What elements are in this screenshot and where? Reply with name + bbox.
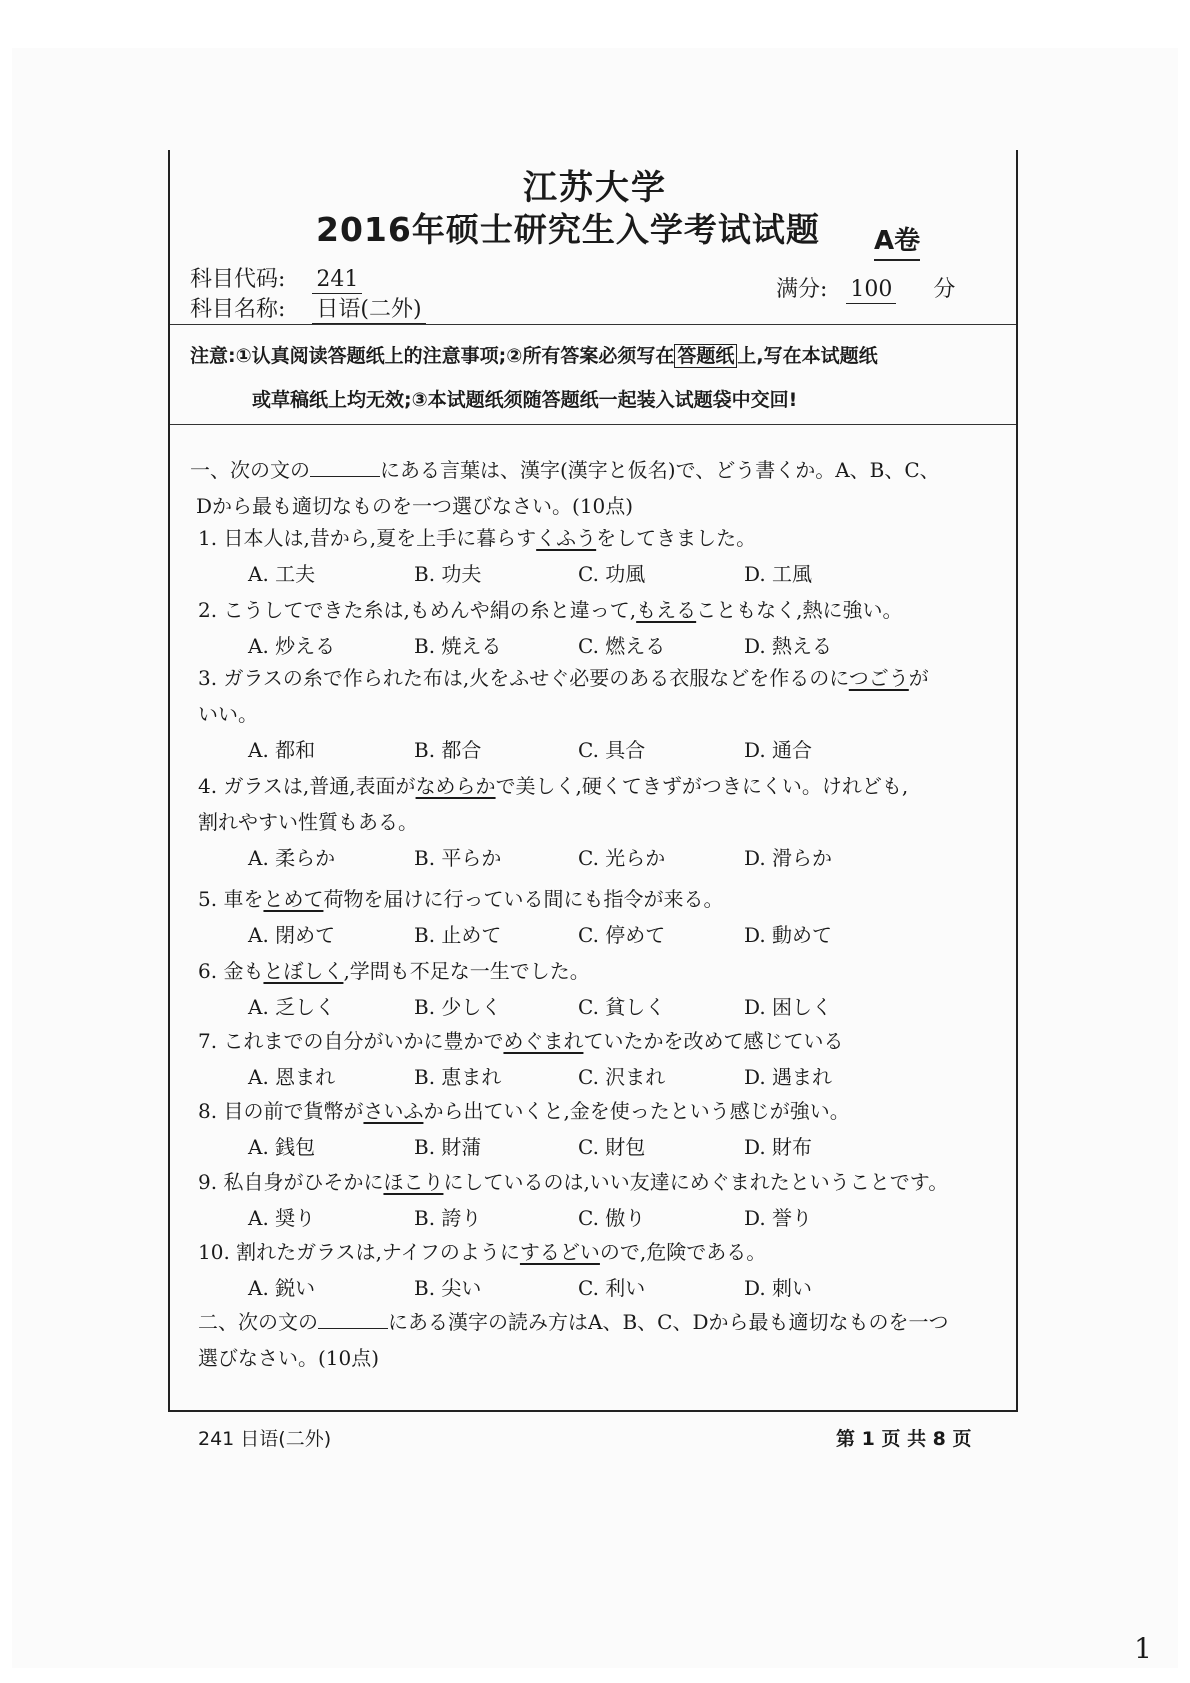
underlined-word: くふう: [536, 526, 597, 550]
blank-line: [310, 462, 380, 477]
option-a: A. 恩まれ: [248, 1065, 336, 1089]
option-a: A. 鋭い: [248, 1276, 316, 1300]
option-a: A. 都和: [248, 738, 316, 762]
question-text: にしているのは,いい友達にめぐまれたということです。: [443, 1170, 949, 1194]
option-c: C. 功風: [578, 562, 646, 586]
subject-code-label: 科目代码:: [190, 267, 286, 292]
underlined-word: とめて: [263, 887, 324, 911]
page-number: 1: [1134, 1632, 1152, 1665]
notice-text-b: 上,写在本试题纸: [737, 345, 878, 367]
question-text: が: [908, 666, 929, 690]
section2-heading-a: 二、次の文の: [198, 1310, 318, 1334]
option-d: D. 刺い: [744, 1276, 813, 1300]
section2-heading-line2: 選びなさい。(10点): [198, 1346, 380, 1370]
option-a: A. 工夫: [248, 562, 316, 586]
option-d: D. 工風: [744, 562, 813, 586]
option-d: D. 滑らか: [744, 846, 833, 870]
question-text: ので,危険である。: [599, 1240, 767, 1264]
subject-name: 日语(二外): [312, 297, 425, 324]
notice-line-1: [190, 341, 878, 368]
section1-heading-line2: Dから最も適切なものを一つ選びなさい。(10点): [196, 494, 634, 518]
option-b: B. 尖い: [414, 1276, 482, 1300]
underlined-word: めぐまれ: [503, 1029, 584, 1053]
question-9: [198, 1166, 948, 1195]
option-c: C. 具合: [578, 738, 646, 762]
subject-name-row: [190, 292, 426, 323]
option-d: D. 熱える: [744, 634, 833, 658]
option-b: B. 恵まれ: [414, 1065, 502, 1089]
notice-text-a: 注意:①认真阅读答题纸上的注意事项;②所有答案必须写在: [190, 345, 675, 367]
section1-heading-b: にある言葉は、漢字(漢字と仮名)で、どう書くか。A、B、C、: [380, 458, 940, 482]
question-continuation: いい。: [198, 702, 258, 726]
question-text: 1. 日本人は,昔から,夏を上手に暮らす: [198, 526, 537, 550]
notice-line-2: 或草稿纸上均无效;③本试题纸须随答题纸一起装入试题袋中交回!: [252, 389, 798, 411]
option-d: D. 困しく: [744, 995, 833, 1019]
section1-heading: [190, 454, 940, 483]
option-c: C. 燃える: [578, 634, 666, 658]
question-7: [198, 1025, 843, 1054]
underlined-word: とぼしく: [263, 959, 344, 983]
underlined-word: するどい: [519, 1240, 600, 1264]
option-b: B. 少しく: [414, 995, 502, 1019]
question-text: 6. 金も: [198, 959, 264, 983]
option-a: A. 炒える: [248, 634, 336, 658]
option-b: B. 都合: [414, 738, 482, 762]
underlined-word: もえる: [636, 598, 697, 622]
question-text: こともなく,熱に強い。: [696, 598, 903, 622]
underlined-word: つごう: [848, 666, 909, 690]
answer-sheet-boxed: 答题纸: [674, 344, 737, 368]
option-d: D. 動めて: [744, 923, 833, 947]
option-c: C. 沢まれ: [578, 1065, 666, 1089]
option-c: C. 光らか: [578, 846, 666, 870]
section1-heading-a: 一、次の文の: [190, 458, 310, 482]
option-b: B. 止めて: [414, 923, 502, 947]
option-b: B. 平らか: [414, 846, 502, 870]
option-c: C. 傲り: [578, 1206, 646, 1230]
option-a: A. 柔らか: [248, 846, 336, 870]
option-b: B. 財蒲: [414, 1135, 482, 1159]
section2-heading-b: にある漢字の読み方はA、B、C、Dから最も適切なものを一つ: [388, 1310, 949, 1334]
underlined-word: なめらか: [415, 774, 496, 798]
question-text: 3. ガラスの糸で作られた布は,火をふせぐ必要のある衣服などを作るのに: [198, 666, 849, 690]
question-10: [198, 1236, 766, 1265]
option-d: D. 遇まれ: [744, 1065, 833, 1089]
question-text: 2. こうしてできた糸は,もめんや絹の糸と違って,: [198, 598, 637, 622]
question-text: 4. ガラスは,普通,表面が: [198, 774, 416, 798]
notice-divider: [170, 424, 1016, 425]
blank-line: [318, 1314, 388, 1329]
option-b: B. 功夫: [414, 562, 482, 586]
option-b: B. 誇り: [414, 1206, 482, 1230]
footer-page-info: 第 1 页 共 8 页: [836, 1428, 972, 1450]
option-a: A. 銭包: [248, 1135, 316, 1159]
score-unit: 分: [933, 277, 956, 302]
question-text: ,学問も不足な一生でした。: [343, 959, 590, 983]
question-text: から出ていくと,金を使ったという感じが強い。: [423, 1099, 850, 1123]
section2-heading: [198, 1306, 948, 1335]
footer-subject: 241 日语(二外): [198, 1428, 332, 1450]
question-1: [198, 522, 756, 551]
option-d: D. 誉り: [744, 1206, 813, 1230]
question-continuation: 割れやすい性質もある。: [198, 810, 418, 834]
question-text: 8. 目の前で貨幣が: [198, 1099, 364, 1123]
question-text: 9. 私自身がひそかに: [198, 1170, 384, 1194]
exam-title: 2016年硕士研究生入学考试试题: [316, 210, 820, 249]
option-d: D. 通合: [744, 738, 813, 762]
option-c: C. 財包: [578, 1135, 646, 1159]
option-d: D. 財布: [744, 1135, 813, 1159]
score-row: [776, 272, 955, 303]
score-value: 100: [846, 277, 896, 304]
option-a: A. 乏しく: [248, 995, 336, 1019]
question-text: 10. 割れたガラスは,ナイフのように: [198, 1240, 520, 1264]
option-c: C. 利い: [578, 1276, 646, 1300]
question-text: 5. 車を: [198, 887, 264, 911]
underlined-word: さいふ: [363, 1099, 424, 1123]
header-divider: [170, 324, 1016, 325]
question-text: をしてきました。: [596, 526, 757, 550]
option-a: A. 閉めて: [248, 923, 336, 947]
question-text: ていたかを改めて感じている: [583, 1029, 844, 1053]
underlined-word: ほこり: [383, 1170, 444, 1194]
score-label: 满分:: [776, 277, 828, 302]
question-2: [198, 594, 903, 623]
subject-name-label: 科目名称:: [190, 297, 286, 322]
question-4: [198, 770, 908, 799]
question-5: [198, 883, 723, 912]
option-a: A. 奨り: [248, 1206, 316, 1230]
option-c: C. 貧しく: [578, 995, 666, 1019]
question-text: で美しく,硬くてきずがつきにくい。けれども,: [495, 774, 909, 798]
question-text: 荷物を届けに行っている間にも指令が来る。: [323, 887, 724, 911]
subject-code-row: [190, 262, 362, 293]
question-6: [198, 955, 590, 984]
question-text: 7. これまでの自分がいかに豊かで: [198, 1029, 504, 1053]
volume-label: A卷: [874, 220, 920, 261]
subject-code: 241: [312, 267, 362, 294]
option-b: B. 焼える: [414, 634, 502, 658]
school-name: 江苏大学: [523, 168, 667, 208]
option-c: C. 停めて: [578, 923, 666, 947]
question-8: [198, 1095, 850, 1124]
question-3: [198, 662, 929, 691]
